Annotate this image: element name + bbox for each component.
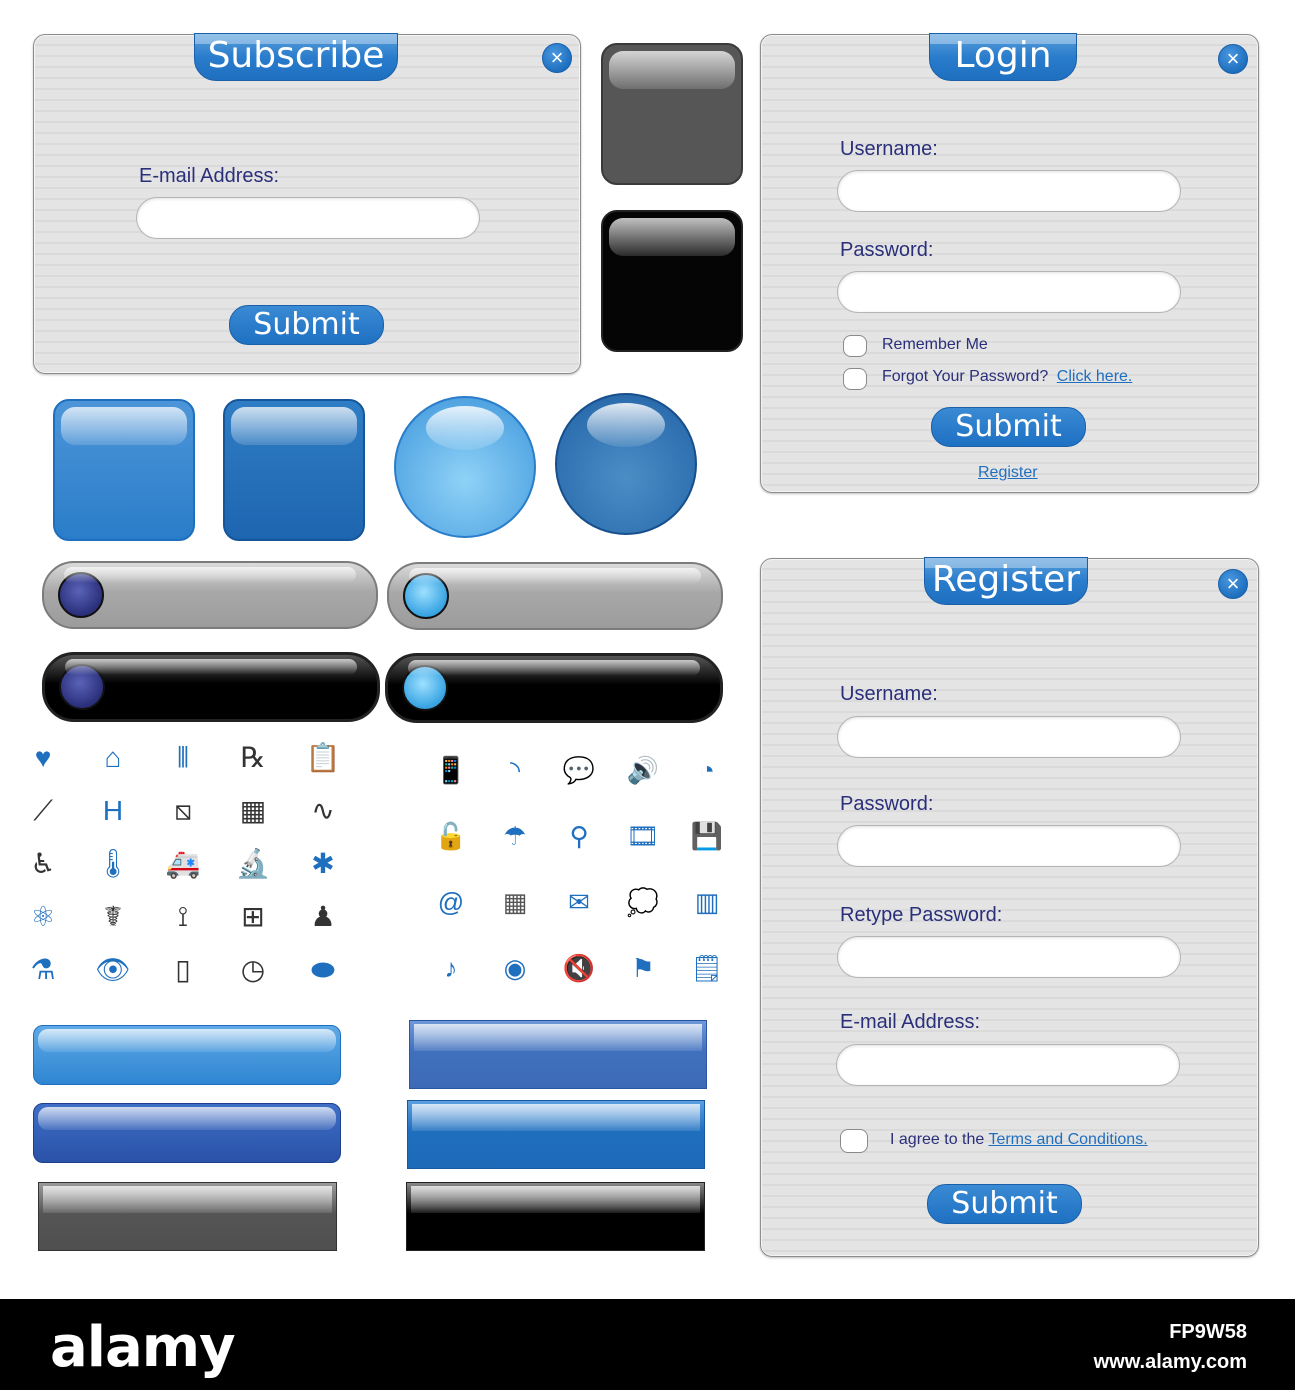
black-slider-sky[interactable] [385,653,723,723]
email-field[interactable] [136,197,480,239]
register-link[interactable]: Register [978,464,1038,481]
notepad-icon: 🗒 [690,953,724,983]
register-submit-button[interactable]: Submit [927,1184,1082,1224]
chat-bubbles-icon: 💬 [562,755,596,785]
gray-slider-navy[interactable] [42,561,378,629]
gray-slider-sky[interactable] [387,562,723,630]
email-field[interactable] [836,1044,1180,1086]
close-icon: × [550,45,564,70]
nurse-icon: ♟ [310,901,336,932]
login-title: Login [929,33,1077,81]
subscribe-title: Subscribe [194,33,398,81]
speaker-icon: 🔊 [626,755,660,785]
music-note-icon: ♪ [444,953,458,983]
stethoscope-icon: ∿ [311,795,335,826]
email-label: E-mail Address: [139,165,280,187]
flag-icon: ⚑ [631,953,655,983]
mail-icon: ✉ [568,887,590,917]
site-url: www.alamy.com [1093,1351,1247,1373]
close-icon: × [1226,571,1240,596]
iv-bag-icon: ▯ [175,954,191,985]
blue-round-button[interactable] [555,393,697,535]
document-chart-icon: ▥ [694,887,720,917]
image-id: FP9W58 [1169,1321,1247,1343]
blue-rect-button-2[interactable] [407,1100,705,1169]
close-button[interactable] [542,43,572,73]
forgot-password-link[interactable]: Click here. [1056,368,1133,385]
hospital-sign-icon: H [102,795,124,826]
terms-text [890,1131,1148,1149]
terms-checkbox[interactable] [840,1129,868,1153]
password-label: Password: [840,793,934,815]
subscribe-panel [33,34,581,374]
chart-grid-icon: ▦ [239,795,267,826]
light-blue-round-button[interactable] [394,396,536,538]
blue-rect-button[interactable] [409,1020,707,1089]
agree-label: I agree to the [890,1131,985,1148]
register-title: Register [924,557,1088,605]
forgot-password-label: Forgot Your Password? [882,368,1049,385]
retype-password-field[interactable] [837,936,1181,978]
light-blue-wide-button[interactable] [33,1025,341,1085]
microscope-icon: 🔬 [235,848,271,879]
search-icon: ⚲ [569,821,589,851]
close-button[interactable] [1218,44,1248,74]
rss-icon: ◝ [509,755,521,785]
speech-bubble-icon: 💭 [626,887,660,917]
retype-password-label: Retype Password: [840,904,1003,926]
gray-square-button[interactable] [601,43,743,185]
username-field[interactable] [837,170,1181,212]
close-button[interactable] [1218,569,1248,599]
brand-logo: alamy [50,1315,235,1380]
pills-icon: ⬬ [311,954,335,985]
prescription-bottle-icon: ℞ [240,742,266,773]
slider-knob[interactable] [59,664,105,710]
slider-knob[interactable] [58,572,104,618]
hospital-building-icon: ⌂ [104,742,122,773]
floppy-disk-icon: 💾 [690,821,724,851]
footer-bar [0,1299,1295,1390]
forgot-password-checkbox[interactable] [843,368,867,390]
syringe-icon: ⟋ [33,795,53,826]
wheelchair-icon: ♿ [30,848,56,879]
test-tubes-icon: ⫴ [177,742,189,773]
medical-case-icon: ⊞ [241,901,265,932]
caduceus-icon: ☤ [103,901,123,932]
black-slider-navy[interactable] [42,652,380,722]
clipboard-icon: 📋 [305,742,341,773]
clock-icon: ◔ [699,755,715,785]
mute-icon: 🔇 [562,953,596,983]
remember-me-label: Remember Me [882,336,988,353]
clock-icon: ◷ [240,954,266,985]
login-submit-button[interactable]: Submit [931,407,1086,447]
cd-icon: ◉ [503,953,527,983]
thermometer-icon: 🌡 [95,848,131,879]
gray-wide-button[interactable] [38,1182,337,1251]
umbrella-icon: ☂ [503,821,527,851]
username-label: Username: [840,138,938,160]
unlock-icon: 🔓 [434,821,468,851]
black-square-button[interactable] [601,210,743,352]
blue-square-button[interactable] [223,399,365,541]
atom-icon: ⚛ [30,901,56,932]
close-icon: × [1226,46,1240,71]
email-label: E-mail Address: [840,1011,981,1033]
star-of-life-icon: ✱ [311,848,335,879]
address-book-icon: @ [437,887,465,917]
bandage-icon: ⧅ [174,795,192,826]
eye-icon: 👁 [95,954,131,985]
password-field[interactable] [837,825,1181,867]
terms-link[interactable]: Terms and Conditions. [988,1131,1148,1148]
remember-me-checkbox[interactable] [843,335,867,357]
username-label: Username: [840,683,938,705]
crutch-icon: ⟟ [177,901,189,932]
slider-knob[interactable] [403,573,449,619]
password-field[interactable] [837,271,1181,313]
password-label: Password: [840,239,934,261]
black-rect-button[interactable] [406,1182,705,1251]
calculator-icon: ▦ [502,887,528,917]
heart-icon: ♥ [34,742,52,773]
dark-blue-wide-button[interactable] [33,1103,341,1163]
ambulance-icon: 🚑 [165,848,201,879]
register-panel [760,558,1259,1257]
film-icon: 🎞 [626,821,660,851]
light-blue-square-button[interactable] [53,399,195,541]
flask-icon: ⚗ [30,954,56,985]
username-field[interactable] [837,716,1181,758]
forgot-password-text [882,368,1132,386]
mobile-phone-icon: 📱 [434,755,468,785]
slider-knob[interactable] [402,665,448,711]
subscribe-submit-button[interactable]: Submit [229,305,384,345]
login-panel [760,34,1259,493]
